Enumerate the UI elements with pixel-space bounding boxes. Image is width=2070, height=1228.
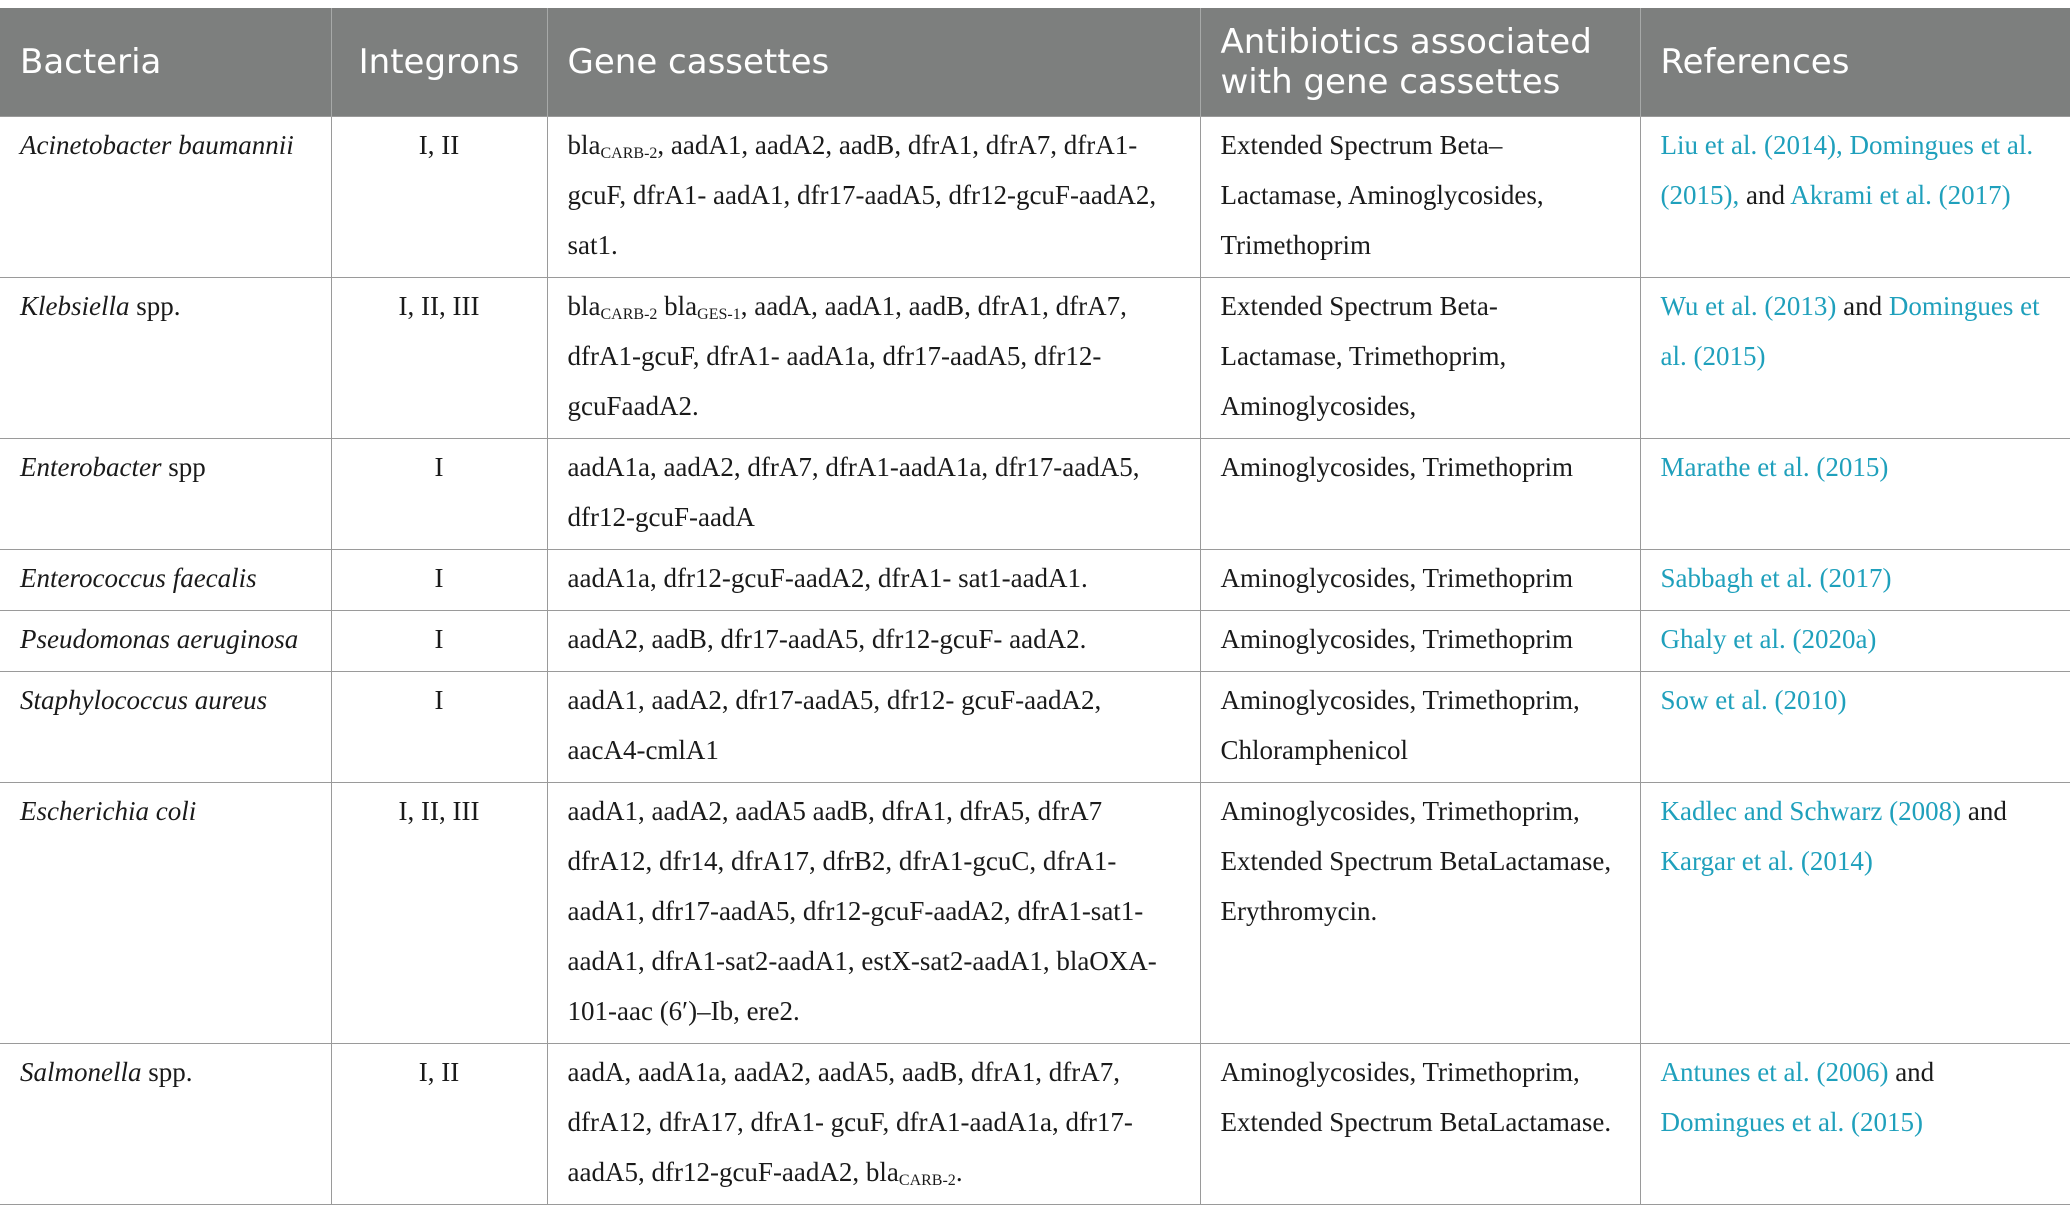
integrons-cell: I xyxy=(331,610,547,671)
gene-cassettes-cell xyxy=(547,116,1200,277)
integrons-cell: I, II, III xyxy=(331,277,547,438)
bacteria-cell: Pseudomonas aeruginosa xyxy=(0,610,331,671)
reference-link[interactable]: Liu et al. (2014), Domingues et al. (2015), xyxy=(1660,129,2034,210)
table-row xyxy=(0,116,2070,277)
header-row xyxy=(0,8,2070,116)
antibiotics-cell: Extended Spectrum Beta–Lactamase, Aminoglycosides, Trimethoprim xyxy=(1200,116,1640,277)
table-body xyxy=(0,116,2070,1204)
reference-link[interactable]: Domingues et al. (2015) xyxy=(1660,1106,1923,1137)
bacteria-cell xyxy=(0,1043,331,1204)
gene-text: bla xyxy=(664,290,698,321)
header-integrons: Integrons xyxy=(331,8,547,116)
header-antibiotics-line2: with gene cassettes xyxy=(1220,61,1561,102)
reference-connector: and xyxy=(1888,1056,1935,1087)
bacteria-genus: Salmonella xyxy=(20,1056,142,1087)
gene-subscript: GES-1 xyxy=(697,305,741,323)
table-row xyxy=(0,610,2070,671)
gene-text: bla xyxy=(567,290,601,321)
reference-connector: and xyxy=(1961,795,2007,826)
table-row xyxy=(0,782,2070,1043)
reference-link[interactable]: Ghaly et al. (2020a) xyxy=(1660,623,1877,654)
antibiotics-cell: Aminoglycosides, Trimethoprim xyxy=(1200,610,1640,671)
gene-cassettes-cell: aadA1a, aadA2, dfrA7, dfrA1-aadA1a, dfr17-aadA5, dfr12-gcuF-aadA xyxy=(547,438,1200,549)
antibiotics-cell: Extended Spectrum Beta-Lactamase, Trimethoprim, Aminoglycosides, xyxy=(1200,277,1640,438)
antibiotics-cell: Aminoglycosides, Trimethoprim, Extended Spectrum BetaLactamase. xyxy=(1200,1043,1640,1204)
references-cell xyxy=(1640,1043,2070,1204)
bacteria-cell xyxy=(0,277,331,438)
reference-connector: and xyxy=(1836,290,1889,321)
table-row xyxy=(0,549,2070,610)
table-header xyxy=(0,8,2070,116)
reference-link[interactable]: Wu et al. (2013) xyxy=(1660,290,1837,321)
integrons-cell: I xyxy=(331,671,547,782)
bacteria-genus: Klebsiella xyxy=(20,290,130,321)
antibiotics-cell: Aminoglycosides, Trimethoprim xyxy=(1200,438,1640,549)
gene-cassettes-cell xyxy=(547,277,1200,438)
reference-link[interactable]: Domingues et al. (2015) xyxy=(1660,290,2040,371)
references-cell xyxy=(1640,116,2070,277)
gene-text: , aadA, aadA1, aadB, dfrA1, dfrA7, dfrA1-gcuF, dfrA1- aadA1a, dfr17-aadA5, dfr12-gcuFaadA2. xyxy=(567,290,1127,421)
reference-link[interactable]: Antunes et al. (2006) xyxy=(1660,1056,1889,1087)
header-bacteria: Bacteria xyxy=(0,8,331,116)
gene-cassettes-cell: aadA2, aadB, dfr17-aadA5, dfr12-gcuF- aadA2. xyxy=(547,610,1200,671)
reference-connector: and xyxy=(1739,179,1791,210)
integrons-cell: I, II, III xyxy=(331,782,547,1043)
table-row xyxy=(0,1043,2070,1204)
reference-link[interactable]: Marathe et al. (2015) xyxy=(1660,451,1889,482)
antibiotics-cell: Aminoglycosides, Trimethoprim, Chloramphenicol xyxy=(1200,671,1640,782)
bacteria-cell xyxy=(0,438,331,549)
gene-subscript: CARB-2 xyxy=(600,305,658,323)
bacteria-suffix: spp. xyxy=(141,1056,193,1087)
bacteria-suffix: spp. xyxy=(129,290,181,321)
reference-link[interactable]: Sabbagh et al. (2017) xyxy=(1660,562,1892,593)
bacteria-genus: Enterobacter xyxy=(20,451,162,482)
bacteria-cell: Escherichia coli xyxy=(0,782,331,1043)
references-cell xyxy=(1640,438,2070,549)
integrons-cell: I xyxy=(331,549,547,610)
bacteria-suffix: spp xyxy=(161,451,206,482)
table-row xyxy=(0,438,2070,549)
integrons-cell: I, II xyxy=(331,1043,547,1204)
references-cell xyxy=(1640,782,2070,1043)
header-references: References xyxy=(1640,8,2070,116)
bacteria-cell: Enterococcus faecalis xyxy=(0,549,331,610)
gene-cassettes-cell: aadA1a, dfr12-gcuF-aadA2, dfrA1- sat1-aadA1. xyxy=(547,549,1200,610)
header-antibiotics-line1: Antibiotics associated xyxy=(1220,21,1592,62)
gene-subscript: CARB-2 xyxy=(600,144,658,162)
reference-link[interactable]: Sow et al. (2010) xyxy=(1660,684,1847,715)
header-gene-cassettes: Gene cassettes xyxy=(547,8,1200,116)
gene-cassettes-cell: aadA1, aadA2, aadA5 aadB, dfrA1, dfrA5, dfrA7 dfrA12, dfr14, dfrA17, dfrB2, dfrA1-gcuC, dfrA1-aadA1, dfr17-aadA5, dfr12-gcuF-aadA2, dfrA1-sat1-aadA1, dfrA1-sat2-aadA1, estX-sat2-aadA1, blaOXA-101-aac (6′)–Ib, ere2. xyxy=(547,782,1200,1043)
table-row xyxy=(0,277,2070,438)
bacteria-cell: Staphylococcus aureus xyxy=(0,671,331,782)
integrons-cell: I xyxy=(331,438,547,549)
gene-text: , aadA1, aadA2, aadB, dfrA1, dfrA7, dfrA1-gcuF, dfrA1- aadA1, dfr17-aadA5, dfr12-gcuF-aadA2, sat1. xyxy=(567,129,1157,260)
references-cell xyxy=(1640,610,2070,671)
reference-link[interactable]: Kadlec and Schwarz (2008) xyxy=(1660,795,1962,826)
table-row xyxy=(0,671,2070,782)
references-cell xyxy=(1640,671,2070,782)
gene-text: bla xyxy=(865,1156,899,1187)
reference-link[interactable]: Kargar et al. (2014) xyxy=(1660,845,1873,876)
header-antibiotics xyxy=(1200,8,1640,116)
reference-link[interactable]: Akrami et al. (2017) xyxy=(1790,179,2011,210)
bacteria-cell: Acinetobacter baumannii xyxy=(0,116,331,277)
references-cell xyxy=(1640,277,2070,438)
gene-text: aadA, aadA1a, aadA2, aadA5, aadB, dfrA1, dfrA7, dfrA12, dfrA17, dfrA1- gcuF, dfrA1-aadA1a, dfr17-aadA5, dfr12-gcuF-aadA2, xyxy=(567,1056,1133,1187)
gene-text: bla xyxy=(567,129,601,160)
gene-cassettes-cell: aadA1, aadA2, dfr17-aadA5, dfr12- gcuF-aadA2, aacA4-cmlA1 xyxy=(547,671,1200,782)
integron-gene-cassette-table xyxy=(0,8,2070,1205)
gene-subscript: CARB-2 xyxy=(898,1171,956,1189)
antibiotics-cell: Aminoglycosides, Trimethoprim xyxy=(1200,549,1640,610)
references-cell xyxy=(1640,549,2070,610)
integrons-cell: I, II xyxy=(331,116,547,277)
antibiotics-cell: Aminoglycosides, Trimethoprim, Extended Spectrum BetaLactamase, Erythromycin. xyxy=(1200,782,1640,1043)
gene-text: . xyxy=(955,1156,963,1187)
gene-cassettes-cell xyxy=(547,1043,1200,1204)
